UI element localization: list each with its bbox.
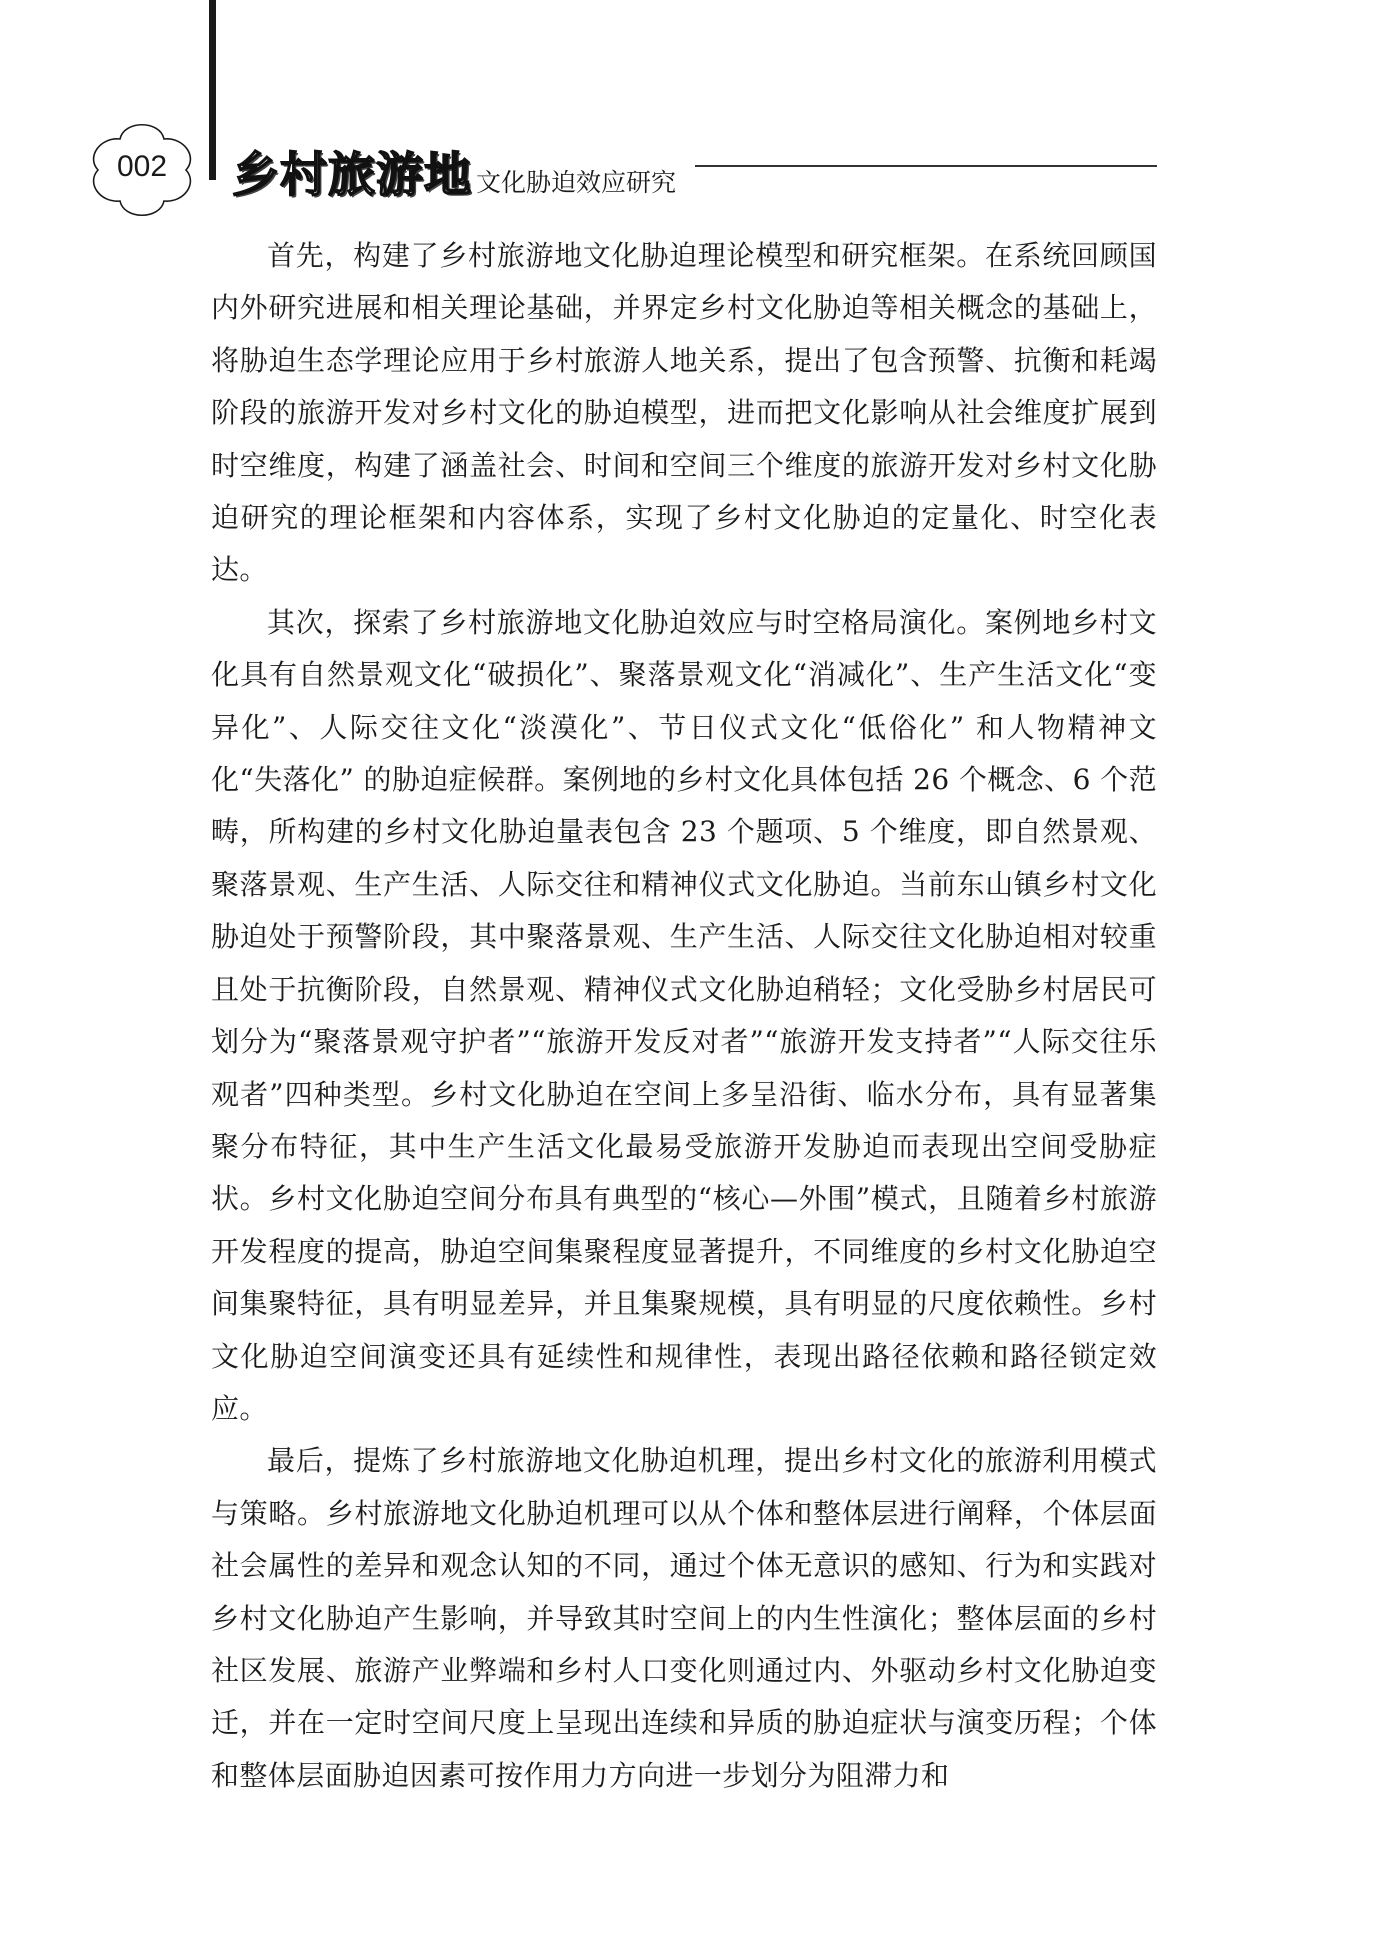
- body-text: [211, 230, 1157, 1802]
- paragraph: 其次，探索了乡村旅游地文化胁迫效应与时空格局演化。案例地乡村文化具有自然景观文化“破损化”、聚落景观文化“消减化”、生产生活文化“变异化”、人际交往文化“淡漠化”、节日仪式文化“低俗化” 和人物精神文化“失落化” 的胁迫症候群。案例地的乡村文化具体包括 26 个概念、6 个范畴，所构建的乡村文化胁迫量表包含 23 个题项、5 个维度，即自然景观、聚落景观、生产生活、人际交往和精神仪式文化胁迫。当前东山镇乡村文化胁迫处于预警阶段，其中聚落景观、生产生活、人际交往文化胁迫相对较重且处于抗衡阶段，自然景观、精神仪式文化胁迫稍轻；文化受胁乡村居民可划分为“聚落景观守护者”“旅游开发反对者”“旅游开发支持者”“人际交往乐观者”四种类型。乡村文化胁迫在空间上多呈沿街、临水分布，具有显著集聚分布特征，其中生产生活文化最易受旅游开发胁迫而表现出空间受胁症状。乡村文化胁迫空间分布具有典型的“核心—外围”模式，且随着乡村旅游开发程度的提高，胁迫空间集聚程度显著提升，不同维度的乡村文化胁迫空间集聚特征，具有明显差异，并且集聚规模，具有明显的尺度依赖性。乡村文化胁迫空间演变还具有延续性和规律性，表现出路径依赖和路径锁定效应。: [211, 605, 1157, 1425]
- paragraph: 首先，构建了乡村旅游地文化胁迫理论模型和研究框架。在系统回顾国内外研究进展和相关理论基础，并界定乡村文化胁迫等相关概念的基础上，将胁迫生态学理论应用于乡村旅游人地关系，提出了包含预警、抗衡和耗竭阶段的旅游开发对乡村文化的胁迫模型，进而把文化影响从社会维度扩展到时空维度，构建了涵盖社会、时间和空间三个维度的旅游开发对乡村文化胁迫研究的理论框架和内容体系，实现了乡村文化胁迫的定量化、时空化表达。: [211, 239, 1157, 587]
- header-rule: [695, 165, 1157, 167]
- book-title-main: 乡村旅游地: [232, 148, 472, 203]
- book-title-sub: 文化胁迫效应研究: [476, 168, 677, 197]
- page-number: 002: [116, 150, 168, 183]
- page-number-badge: [82, 117, 202, 223]
- running-header-title: [232, 138, 677, 203]
- header-vertical-rule: [209, 0, 216, 180]
- paragraph: 最后，提炼了乡村旅游地文化胁迫机理，提出乡村文化的旅游利用模式与策略。乡村旅游地文化胁迫机理可以从个体和整体层进行阐释，个体层面社会属性的差异和观念认知的不同，通过个体无意识的感知、行为和实践对乡村文化胁迫产生影响，并导致其时空间上的内生性演化；整体层面的乡村社区发展、旅游产业弊端和乡村人口变化则通过内、外驱动乡村文化胁迫变迁，并在一定时空间尺度上呈现出连续和异质的胁迫症状与演变历程；个体和整体层面胁迫因素可按作用力方向进一步划分为阻滞力和: [211, 1444, 1157, 1792]
